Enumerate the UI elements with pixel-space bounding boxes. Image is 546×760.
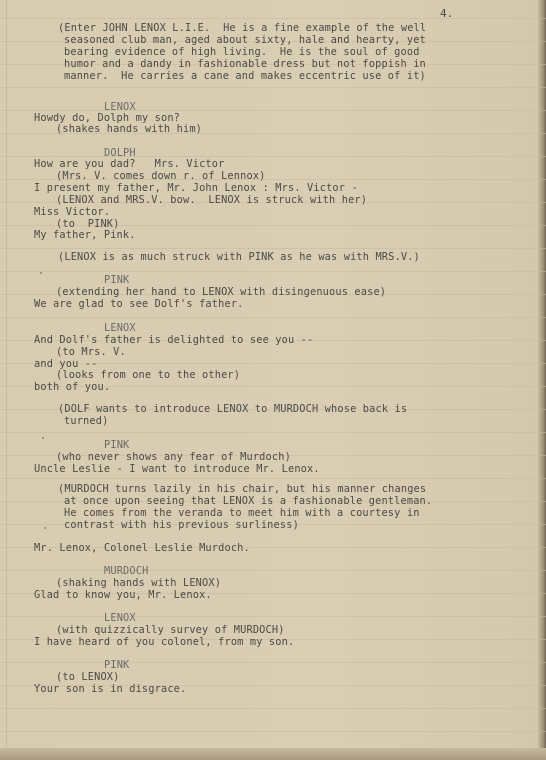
page-edge xyxy=(538,0,546,760)
stage-direction-line: seasoned club man, aged about sixty, hale and hearty, yet xyxy=(64,34,426,46)
parenthetical: (shakes hands with him) xyxy=(56,123,203,135)
stage-direction-line: (DOLF wants to introduce LENOX to MURDOCH whose back is xyxy=(58,403,408,415)
stage-direction-line: humor and a dandy in fashionable dress but not foppish in xyxy=(64,58,426,70)
paper-rule-line xyxy=(0,731,546,732)
character-name: LENOX xyxy=(104,101,136,113)
paper-speck xyxy=(44,527,46,529)
dialogue-line: Miss Victor. xyxy=(34,206,111,218)
dialogue-line: Mr. Lenox, Colonel Leslie Murdoch. xyxy=(34,542,250,554)
paper-speck xyxy=(42,437,44,439)
paper-rule-line xyxy=(0,18,546,19)
paper-rule-line xyxy=(0,708,546,709)
paper-rule-line xyxy=(0,248,546,249)
parenthetical: (with quizzically survey of MURDOCH) xyxy=(56,624,285,636)
dialogue-line: We are glad to see Dolf's father. xyxy=(34,298,244,310)
character-name: PINK xyxy=(104,439,130,451)
dialogue-line: Your son is in disgrace. xyxy=(34,683,187,695)
character-name: LENOX xyxy=(104,322,136,334)
dialogue-line: I have heard of you colonel, from my son. xyxy=(34,636,295,648)
stage-direction-line: (LENOX is as much struck with PINK as he was with MRS.V.) xyxy=(58,251,420,263)
parenthetical: (looks from one to the other) xyxy=(56,369,241,381)
paper-speck xyxy=(40,272,42,274)
dialogue-line: And Dolf's father is delighted to see you -- xyxy=(34,334,314,346)
paper-rule-line xyxy=(0,317,546,318)
stage-direction-line: at once upon seeing that LENOX is a fashionable gentleman. xyxy=(64,495,433,507)
paper-rule-line xyxy=(0,156,546,157)
parenthetical: (extending her hand to LENOX with disingenuous ease) xyxy=(56,286,387,298)
stage-direction-line: turned) xyxy=(64,415,109,427)
dialogue-line: Howdy do, Dolph my son? xyxy=(34,112,181,124)
stage-direction-line: (Enter JOHN LENOX L.I.E. He is a fine example of the well xyxy=(58,22,427,34)
parenthetical: (to PINK) xyxy=(56,218,120,230)
dialogue-line: My father, Pink. xyxy=(34,229,136,241)
parenthetical: (to Mrs. V. xyxy=(56,346,126,358)
character-name: LENOX xyxy=(104,612,136,624)
stage-direction-line: He comes from the veranda to meet him with a courtesy in xyxy=(64,507,420,519)
stage-direction-line: (MURDOCH turns lazily in his chair, but his manner changes xyxy=(58,483,427,495)
character-name: DOLPH xyxy=(104,147,136,159)
paper-rule-line xyxy=(0,271,546,272)
dialogue-line: I present my father, Mr. John Lenox : Mrs. Victor - xyxy=(34,182,358,194)
character-name: PINK xyxy=(104,274,130,286)
dialogue-line: Glad to know you, Mr. Lenox. xyxy=(34,589,212,601)
page-bottom-edge xyxy=(0,748,546,760)
paper-rule-line xyxy=(0,662,546,663)
paper-rule-line xyxy=(0,432,546,433)
paper-rule-line xyxy=(0,478,546,479)
dialogue-line: and you -- xyxy=(34,358,98,370)
character-name: PINK xyxy=(104,659,130,671)
paper-rule-line xyxy=(0,570,546,571)
parenthetical: (LENOX and MRS.V. bow. LENOX is struck with her) xyxy=(56,194,368,206)
stage-direction-line: contrast with his previous surliness) xyxy=(64,519,299,531)
margin-line xyxy=(6,0,7,760)
stage-direction-line: bearing evidence of high living. He is the soul of good xyxy=(64,46,420,58)
parenthetical: (who never shows any fear of Murdoch) xyxy=(56,451,291,463)
dialogue-line: both of you. xyxy=(34,381,111,393)
paper-rule-line xyxy=(0,87,546,88)
dialogue-line: Uncle Leslie - I want to introduce Mr. Lenox. xyxy=(34,463,320,475)
paper-rule-line xyxy=(0,616,546,617)
parenthetical: (Mrs. V. comes down r. of Lennox) xyxy=(56,170,266,182)
parenthetical: (shaking hands with LENOX) xyxy=(56,577,222,589)
character-name: MURDOCH xyxy=(104,565,149,577)
dialogue-line: How are you dad? Mrs. Victor xyxy=(34,158,225,170)
stage-direction-line: manner. He carries a cane and makes eccentric use of it) xyxy=(64,70,426,82)
page-number: 4. xyxy=(440,7,454,20)
parenthetical: (to LENOX) xyxy=(56,671,120,683)
paper-rule-line xyxy=(0,110,546,111)
